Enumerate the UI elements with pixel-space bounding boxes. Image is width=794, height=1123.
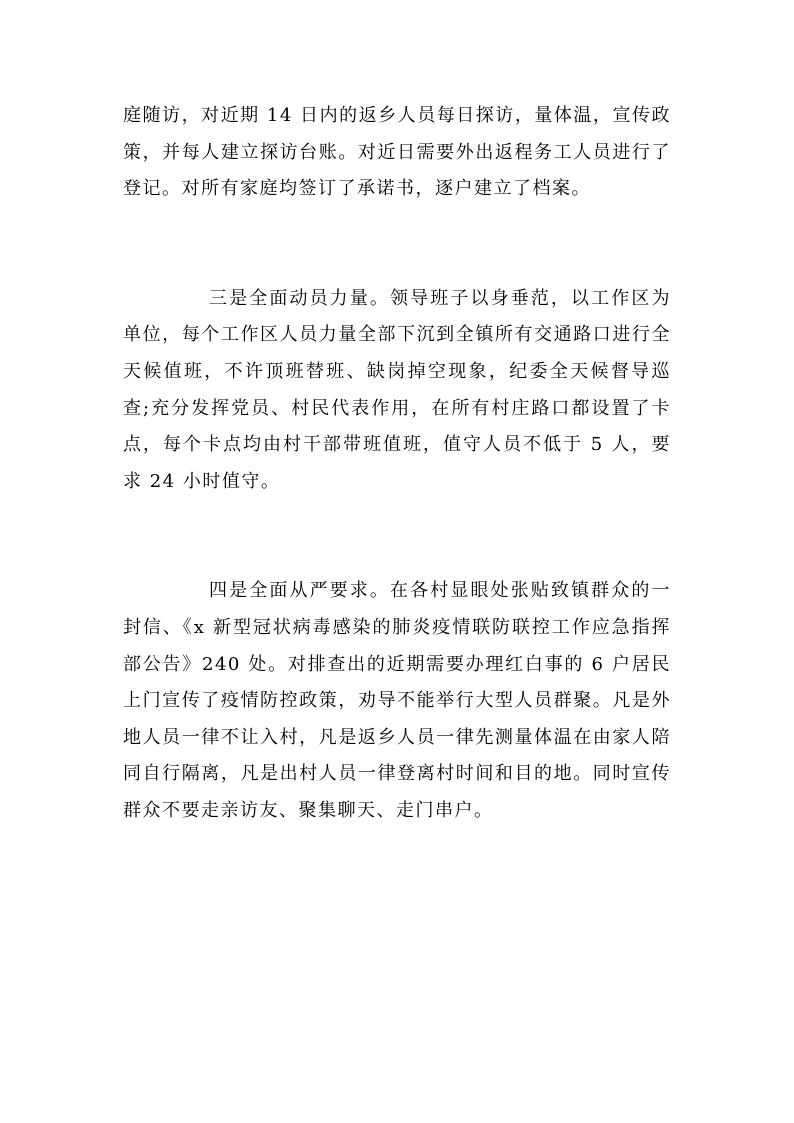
paragraph-mobilize-forces: 三是全面动员力量。领导班子以身垂范，以工作区为单位，每个工作区人员力量全部下沉到全镇所有交通路口进行全天候值班，不许顶班替班、缺岗掉空现象，纪委全天候督导巡查;充分发挥党员、村民代表作用，在所有村庄路口都设置了卡点，每个卡点均由村干部带班值班，值守人员不低于 5 人，要求 24 小时值守。 (123, 287, 671, 492)
document-body (123, 98, 671, 830)
paragraph-continued: 庭随访，对近期 14 日内的返乡人员每日探访，量体温，宣传政策，并每人建立探访台账。对近日需要外出返程务工人员进行了登记。对所有家庭均签订了承诺书，逐户建立了档案。 (123, 105, 671, 200)
paragraph-strict-requirements: 四是全面从严要求。在各村显眼处张贴致镇群众的一封信、《x 新型冠状病毒感染的肺炎疫情联防联控工作应急指挥部公告》240 处。对排查出的近期需要办理红白事的 6 户居民上门宣传了疫情防控政策，劝导不能举行大型人员群聚。凡是外地人员一律不让入村，凡是返乡人员一律先测量体温在由家人陪同自行隔离，凡是出村人员一律登离村时间和目的地。同时宣传群众不要走亲访友、聚集聊天、走门串户。 (123, 580, 671, 821)
